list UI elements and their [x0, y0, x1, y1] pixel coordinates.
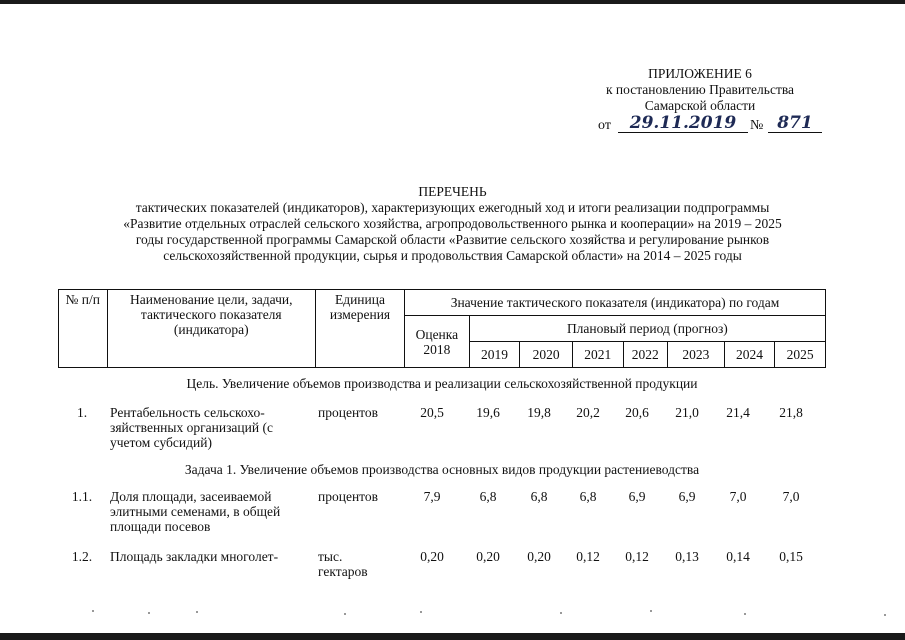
col-header-unit: Единица измерения [315, 290, 404, 368]
value-2019: 0,20 [476, 549, 500, 564]
indicator-name: Рентабельность сельскохо-зяйственных организаций (с учетом субсидий) [110, 405, 273, 450]
value-2023: 0,13 [675, 549, 699, 564]
col-header-plan: Плановый период (прогноз) [469, 316, 825, 342]
scan-speck [650, 610, 652, 612]
indicator-unit: тыс. гектаров [318, 549, 368, 579]
scan-speck [344, 613, 346, 615]
title-line: годы государственной программы Самарской области «Развитие сельского хозяйства и регулирование рынков [135, 232, 770, 247]
value-2020: 6,8 [530, 489, 548, 504]
value-2023: 6,9 [678, 489, 696, 504]
resolution-reference-line2: Самарской области [644, 98, 756, 113]
title-line: сельскохозяйственной продукции, сырья и продовольствия Самарской области» на 2014 – 2025 годы [163, 248, 742, 263]
scan-top-edge [0, 0, 905, 4]
value-2025: 0,15 [779, 549, 803, 564]
value-2020: 19,8 [527, 405, 551, 420]
scan-noise [0, 604, 905, 624]
scan-speck [148, 612, 150, 614]
scan-speck [744, 613, 746, 615]
scan-bottom-edge [0, 633, 905, 640]
value-estimate-2018: 20,5 [420, 405, 444, 420]
value-estimate-2018: 0,20 [420, 549, 444, 564]
year-header: 2024 [724, 342, 775, 368]
value-2025: 7,0 [782, 489, 800, 504]
handwritten-date: 29.11.2019 [618, 114, 748, 133]
value-2024: 7,0 [729, 489, 747, 504]
row-number: 1.1. [71, 489, 93, 504]
value-2021: 0,12 [576, 549, 600, 564]
indicator-name: Площадь закладки многолет- [110, 549, 279, 564]
title-heading: ПЕРЕЧЕНЬ [418, 184, 487, 199]
row-number: 1.2. [71, 549, 93, 564]
goal-heading: Цель. Увеличение объемов производства и реализации сельскохозяйственной продукции [186, 376, 698, 391]
date-label: от [598, 118, 611, 133]
appendix-title: ПРИЛОЖЕНИЕ 6 [648, 66, 752, 81]
year-header: 2022 [623, 342, 668, 368]
row-number: 1. [76, 405, 88, 420]
year-header: 2019 [469, 342, 520, 368]
year-header: 2025 [775, 342, 826, 368]
resolution-reference-line1: к постановлению Правительства [605, 82, 795, 97]
value-2021: 20,2 [576, 405, 600, 420]
scan-speck [92, 610, 94, 612]
title-line: тактических показателей (индикаторов), характеризующих ежегодный ход и итоги реализации подпрограммы [135, 200, 770, 215]
value-2025: 21,8 [779, 405, 803, 420]
indicator-unit: процентов [318, 489, 379, 504]
value-2022: 6,9 [628, 489, 646, 504]
resolution-date-number [598, 113, 838, 136]
value-2023: 21,0 [675, 405, 699, 420]
indicator-unit: процентов [318, 405, 379, 420]
indicator-table-header [58, 289, 826, 368]
document-title [60, 184, 845, 264]
scan-speck [560, 612, 562, 614]
col-header-num: № п/п [59, 290, 108, 368]
scan-speck [196, 611, 198, 613]
scan-speck [884, 614, 886, 616]
year-header: 2023 [668, 342, 725, 368]
value-2019: 6,8 [479, 489, 497, 504]
appendix-header [580, 66, 820, 114]
title-line: «Развитие отдельных отраслей сельского хозяйства, агропродовольственного рынка и кооперации» на 2019 – 2025 [123, 216, 782, 231]
value-2024: 0,14 [726, 549, 750, 564]
value-2019: 19,6 [476, 405, 500, 420]
col-header-name: Наименование цели, задачи, тактического показателя (индикатора) [107, 290, 315, 368]
value-2024: 21,4 [726, 405, 750, 420]
value-2021: 6,8 [579, 489, 597, 504]
year-header: 2020 [520, 342, 573, 368]
value-2020: 0,20 [527, 549, 551, 564]
number-label: № [750, 118, 764, 133]
indicator-name: Доля площади, засеиваемой элитными семенами, в общей площади посевов [110, 489, 281, 534]
col-header-values: Значение тактического показателя (индикатора) по годам [405, 290, 826, 316]
scan-speck [420, 611, 422, 613]
year-header: 2021 [572, 342, 623, 368]
handwritten-number: 871 [768, 114, 822, 133]
task-heading: Задача 1. Увеличение объемов производства основных видов продукции растениеводства [184, 462, 700, 477]
value-estimate-2018: 7,9 [423, 489, 441, 504]
value-2022: 20,6 [625, 405, 649, 420]
col-header-estimate: Оценка 2018 [405, 316, 470, 368]
value-2022: 0,12 [625, 549, 649, 564]
